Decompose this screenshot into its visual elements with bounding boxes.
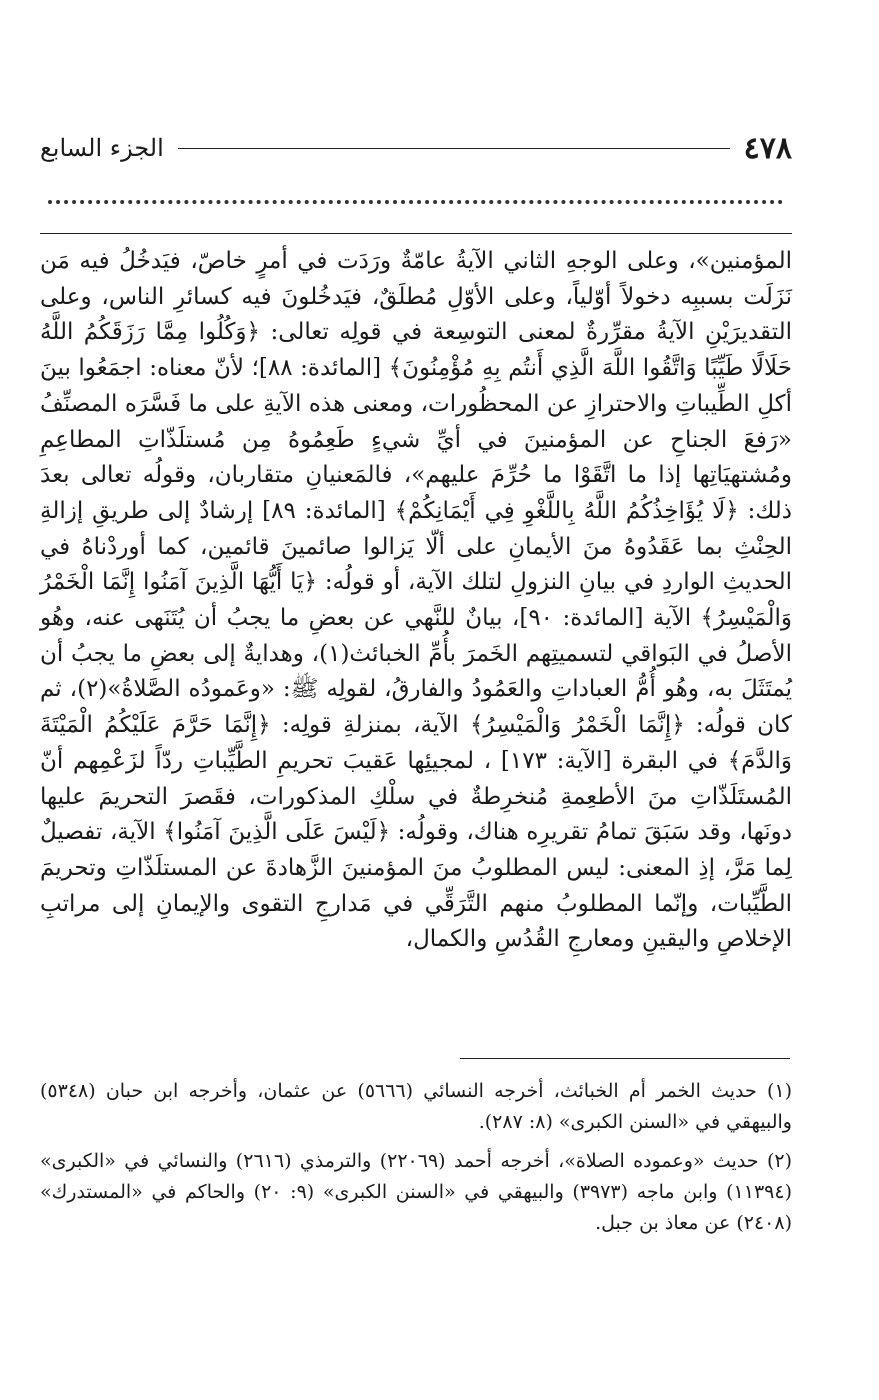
running-title: الجزء السابع [40,134,164,162]
footnote [40,1146,792,1239]
footnote-marker: (٢) [766,1150,792,1172]
footnote-text: حديث «وعموده الصلاة»، أخرجه أحمد (٢٢٠٦٩) والترمذي (٢٦١٦) والنسائي في «الكبرى» (١١٣٩٤) وابن ماجه (٣٩٧٣) والبيهقي في «السنن الكبرى» (٩: ٢٠) والحاكم في «المستدرك» (٢٤٠٨) عن معاذ بن جبل. [40,1150,792,1234]
footnote-marker: (١) [766,1080,792,1102]
footnote-text: حديث الخمر أم الخبائث، أخرجه النسائي (٥٦٦٦) عن عثمان، وأخرجه ابن حبان (٥٣٤٨) والبيهقي في «السنن الكبرى» (٨: ٢٨٧). [40,1080,792,1133]
header-rule [178,148,730,149]
footnote-rule [460,1058,790,1059]
top-rule [40,233,792,234]
page-number: ٤٧٨ [743,130,792,166]
dotted-separator [48,200,783,204]
page-header [40,128,792,168]
footnotes [40,1076,792,1247]
main-text: المؤمنين»، وعلى الوجهِ الثاني الآيةُ عامّةٌ ورَدَت في أمرٍ خاصّ، فيَدخُلُ فيه مَن نَزَلَت بسببِه دخولاً أوّلياً، وعلى الأوّلِ مُطلَقٌ، فيَدخُلونَ فيه كسائرِ الناس، وعلى التقديرَيْنِ الآيةُ مقرِّرةٌ لمعنى التوسِعة في قولِه تعالى: ﴿وَكُلُوا مِمَّا رَزَقَكُمُ اللَّهُ حَلَالًا طَيِّبًا وَاتَّقُوا اللَّهَ الَّذِي أَنتُم بِهِ مُؤْمِنُونَ﴾ [المائدة: ٨٨]؛ لأنّ معناه: اجمَعُوا بينَ أكلِ الطِّيباتِ والاحترازِ عن المحظُورات، ومعنى هذه الآيةِ على ما فَسَّرَه المصنِّفُ «رَفعَ الجناحِ عن المؤمنينَ في أيِّ شيءٍ طَعِمُوهُ مِن مُستلَذّاتِ المطاعِمِ ومُشتهيَاتِها إذا ما اتَّقَوْا ما حُرِّمَ عليهم»، فالمَعنيانِ متقاربان، وقولُه تعالى بعدَ ذلك: ﴿لَا يُؤَاخِذُكُمُ اللَّهُ بِاللَّغْوِ فِي أَيْمَانِكُمْ﴾ [المائدة: ٨٩] إرشادٌ إلى طريقِ إزالةِ الحِنْثِ بما عَقَدُوهُ منَ الأيمانِ على ألّا يَزالوا صائمينَ قائمين، كما أوردْناهُ في الحديثِ الواردِ في بيانِ النزولِ لتلك الآية، أو قولُه: ﴿يَا أَيُّهَا الَّذِينَ آمَنُوا إِنَّمَا الْخَمْرُ وَالْمَيْسِرُ﴾ الآية [المائدة: ٩٠]، بيانٌ للنَّهي عن بعضِ ما يجبُ أن يُتَنَهى عنه، وهُو الأصلُ في البَواقي لتسميتِهم الخَمرَ بأُمِّ الخبائث(١)، وهدايةٌ إلى بعضِ ما يجبُ أن يُمتَثَلَ به، وهُو أُمُّ العباداتِ والعَمُودُ والفارقُ، لقولِه ﷺ: «وعَمودُه الصَّلاةُ»(٢)، ثم كان قولُه: ﴿إِنَّمَا الْخَمْرُ وَالْمَيْسِرُ﴾ الآية، بمنزلةِ قولِه: ﴿إِنَّمَا حَرَّمَ عَلَيْكُمُ الْمَيْتَةَ وَالدَّمَ﴾ في البقرة [الآية: ١٧٣] ، لمجيئِها عَقيبَ تحريمِ الطَّيِّباتِ ردّاً لزَعْمِهم أنّ المُستَلَذّاتِ منَ الأطعِمةِ مُنخرِطةٌ في سلْكِ المذكورات، فقَصرَ التحريمَ عليها دونَها، وقد سَبَقَ تمامُ تقريرِه هناك، وقولُه: ﴿لَيْسَ عَلَى الَّذِينَ آمَنُوا﴾ الآية، تفصيلٌ لِما مَرَّ، إذِ المعنى: ليس المطلوبُ منَ المؤمنينَ الزَّهادةَ عن المستلَذّاتِ وتحريمَ الطَّيِّبات، وإنّما المطلوبُ منهم التَّرَقِّي في مَدارجِ التقوى والإيمانِ إلى مراتبِ الإخلاصِ واليقينِ ومعارجِ القُدُسِ والكمال، [40,248,793,953]
footnote [40,1076,792,1138]
